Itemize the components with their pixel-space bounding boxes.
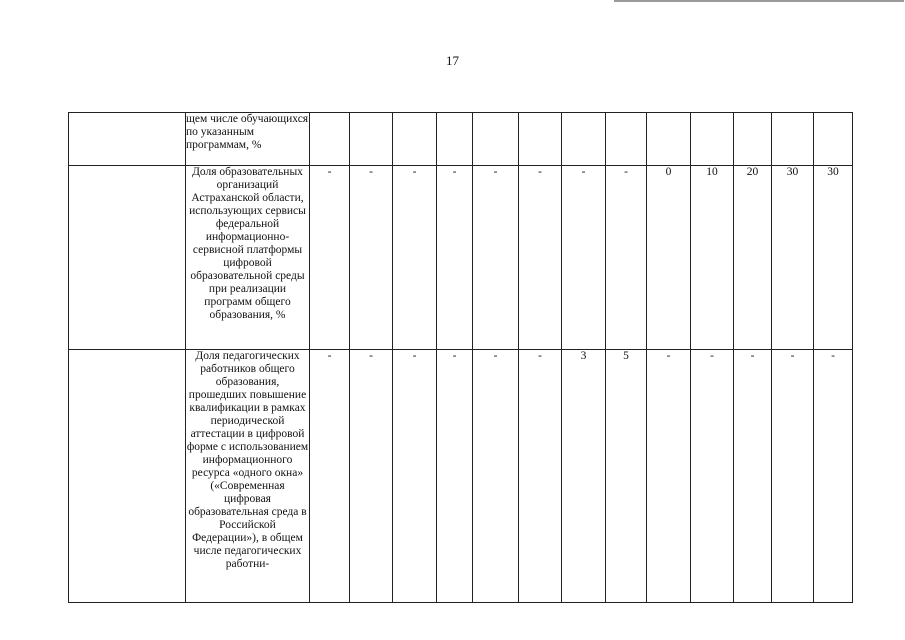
value-cell: - — [393, 166, 437, 350]
empty-cell — [69, 350, 186, 603]
value-cell: - — [562, 166, 606, 350]
value-cell: - — [606, 166, 647, 350]
value-cell: - — [473, 166, 519, 350]
value-cell: - — [310, 166, 350, 350]
indicator-label: Доля педагогических работников общего образования, прошедших повышение квалификации в рамках периодической аттестации в цифровой форме с использованием информационного ресурса «одного окна» («Современная цифровая образовательная среда в Российской Федерации»), в общем числе педагогических работни- — [186, 350, 310, 603]
scan-edge-mark — [614, 0, 904, 2]
value-cell: - — [310, 350, 350, 603]
value-cell: - — [437, 166, 473, 350]
value-cell — [734, 113, 772, 166]
value-cell: - — [691, 350, 734, 603]
value-cell: - — [519, 350, 562, 603]
value-cell — [519, 113, 562, 166]
value-cell: - — [473, 350, 519, 603]
value-cell: - — [814, 350, 853, 603]
value-cell: 0 — [647, 166, 691, 350]
value-cell — [772, 113, 814, 166]
value-cell: 3 — [562, 350, 606, 603]
value-cell: 5 — [606, 350, 647, 603]
value-cell — [350, 113, 393, 166]
value-cell — [437, 113, 473, 166]
table-row — [69, 113, 853, 166]
value-cell — [606, 113, 647, 166]
indicator-label: Доля образовательных организаций Астраханской области, использующих сервисы федеральной информационно-сервисной платформы цифровой образовательной среды при реализации программ общего образования, % — [186, 166, 310, 350]
page-number: 17 — [446, 53, 459, 68]
value-cell — [814, 113, 853, 166]
empty-cell — [69, 113, 186, 166]
table-row — [69, 166, 853, 350]
value-cell: - — [393, 350, 437, 603]
value-cell — [310, 113, 350, 166]
value-cell: - — [350, 166, 393, 350]
indicator-label: щем числе обучающихся по указанным программам, % — [186, 113, 310, 166]
value-cell — [562, 113, 606, 166]
value-cell: - — [734, 350, 772, 603]
value-cell — [691, 113, 734, 166]
value-cell — [647, 113, 691, 166]
value-cell: 30 — [772, 166, 814, 350]
value-cell: - — [519, 166, 562, 350]
value-cell — [393, 113, 437, 166]
value-cell: - — [437, 350, 473, 603]
value-cell: - — [772, 350, 814, 603]
value-cell: 10 — [691, 166, 734, 350]
indicators-table — [68, 112, 853, 603]
table-row — [69, 350, 853, 603]
value-cell: - — [647, 350, 691, 603]
value-cell — [473, 113, 519, 166]
value-cell: 20 — [734, 166, 772, 350]
value-cell: - — [350, 350, 393, 603]
empty-cell — [69, 166, 186, 350]
value-cell: 30 — [814, 166, 853, 350]
